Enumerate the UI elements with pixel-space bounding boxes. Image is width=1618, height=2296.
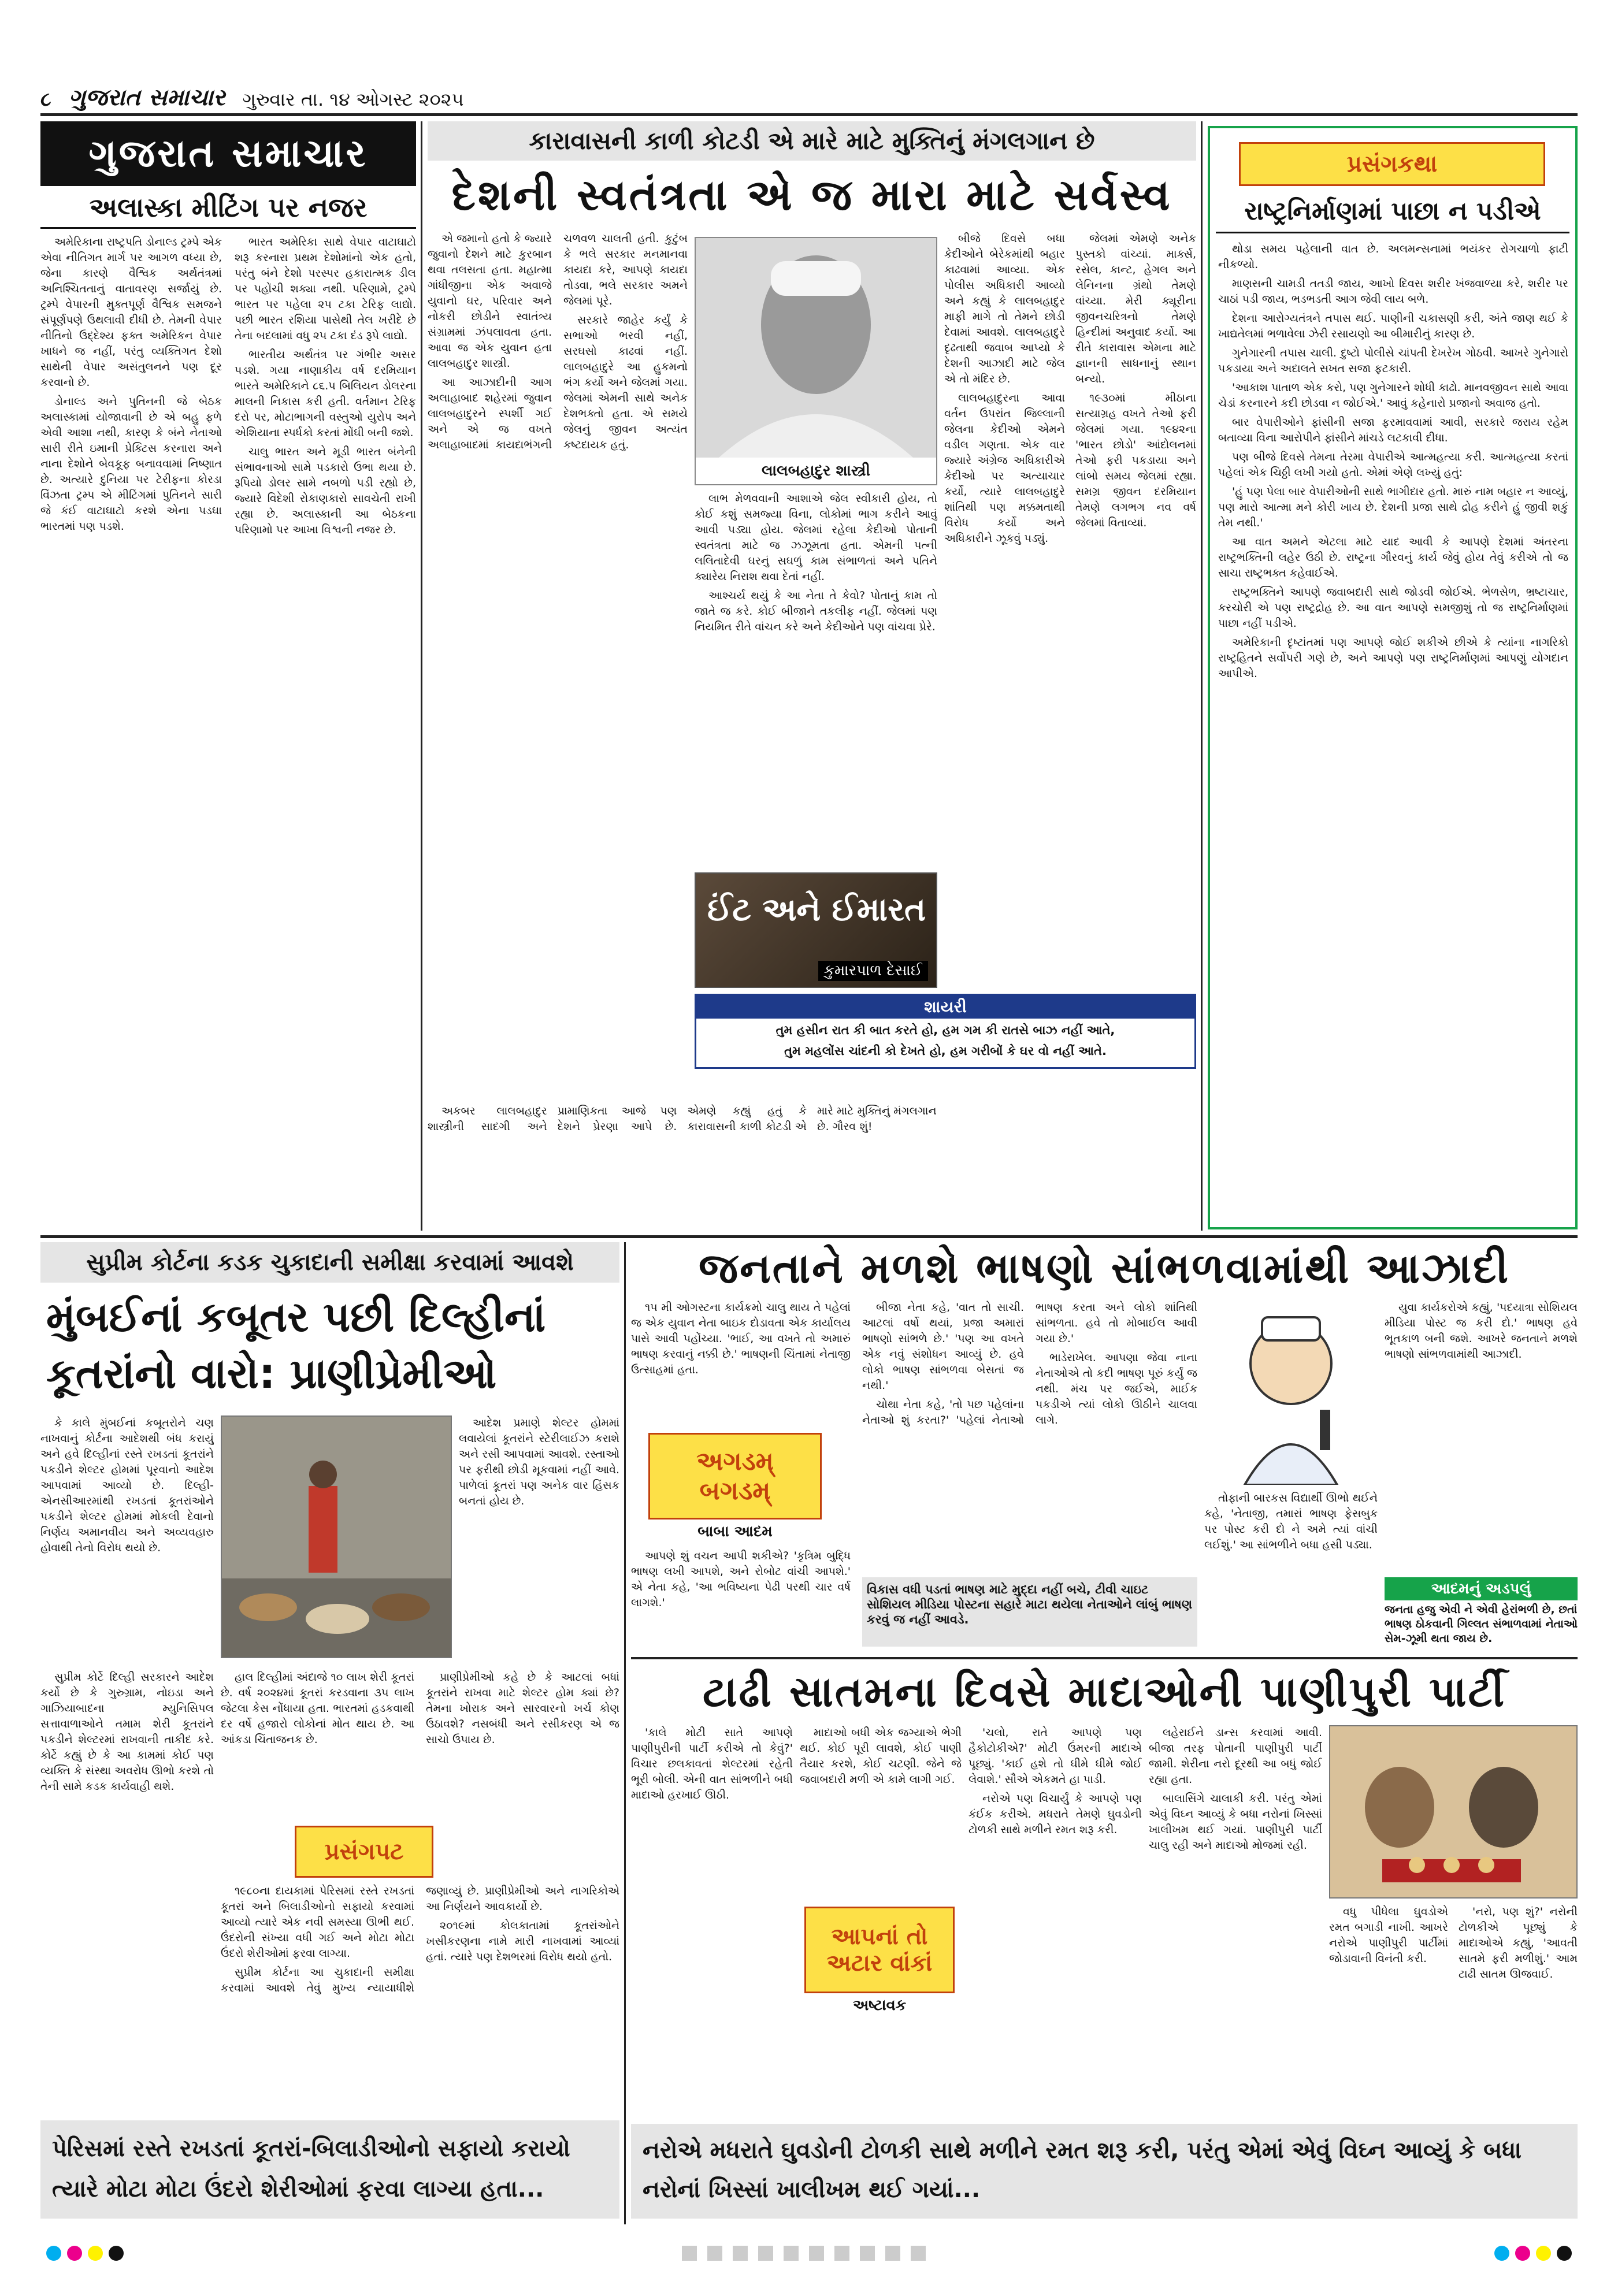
paanipuri-para-7: વધુ પીધેલા ઘુવડોએ રમત બગાડી નાખી. આખરે નરોએ પાણીપુરી પાર્ટીમાં જોડાવાની વિનંતી કરી. [1329, 1905, 1448, 1965]
prasangkatha-para-3: દેશના આરોગ્યતંત્રને તપાસ થઈ. પાણીની ચકાસણી કરી, અંતે જાણ થઈ કે ખાદ્યતેલમાં ભળાવેલા ઝેરી રસાયણો આ બીમારીનું કારણ છે. [1218, 312, 1568, 340]
prasangkatha-tag-text: પ્રસંગકથા [1346, 151, 1438, 177]
shayari-line-1: તુમ હસીન રાત કી બાત કરતે હો, હમ ગમ કી રાતસે બાઝ નહીં આતે, [775, 1023, 1115, 1037]
kaaravas-para-6: બીજે દિવસે બધા કેદીઓને બેરેકમાંથી બહાર કાઢવામાં આવ્યા. એક પોલીસ અધિકારી આવ્યો અને કહ્યું કે લાલબહાદુર માફી માગે તો તેમને છોડી દેવામાં આવશે. લાલબહાદુરે દૃઢતાથી જવાબ આપ્યો કે દેશની આઝાદી માટે જેલ એ તો મંદિર છે. [944, 232, 1065, 385]
kaaravas-para-4: લાભ મેળવવાની આશાએ જેલ સ્વીકારી હોય, તો કોઈ કશું સમજ્યા વિના, લોકોમાં ભાગ કરીને આવું આવી પડ્યા હોય. જેલમાં રહેલા કેદીઓ પોતાની સ્વતંત્રતા માટે જ ઝઝૂમતા હતા. એમની પત્ની લલિતાદેવી ઘરનું સઘળું કામ સંભાળતાં અને પતિને ક્યારેય નિરાશ થવા દેતાં નહીં. [695, 492, 937, 583]
dogs-illustration [222, 1417, 451, 1657]
adamnu-label [1385, 1577, 1578, 1600]
alaska-para-1: અમેરિકાના રાષ્ટ્રપતિ ડોનાલ્ડ ટ્રમ્પે એક એવા નીતિગત માર્ગ પર આગળ વધ્યા છે, જેના કારણે વૈશ્વિક અર્થતંત્રમાં અનિશ્ચિતતાનું વાતાવરણ સર્જાયું છે. ટ્રમ્પે વેપારની મુક્તપૂર્ણ વૈશ્વિક સમજને સંપૂર્ણપણે ઉથલાવી દીધી છે. તેમની વેપાર નીતિનો ઉદ્દેશ્ય ફક્ત અમેરિકન વેપાર ખાધને જ નહીં, પરંતુ વ્યક્તિગત દેશો સાથેની વેપાર અસંતુલનને પણ દૂર કરવાનો છે. [40, 236, 222, 389]
adamnu-text: જનતા હજુ એવી ને એવી હેરાંભળી છે, છતાં ભાષણ ઠોકવાની ગિલ્લત સંભાળવામાં નેતાઓ સેમ-ઝૂમી થતા જાય છે. [1385, 1603, 1578, 1645]
mid-rule [40, 1235, 1578, 1238]
alaska-body [40, 235, 416, 1228]
janta-body-1 [631, 1300, 851, 1427]
paanipuri-body-5 [1329, 1904, 1578, 2118]
prasangkatha-para-6: બાર વેપારીઓને ફાંસીની સજા ફરમાવવામાં આવી, સરકારે જરાય રહેમ બતાવ્યા વિના આરોપીને ફાંસીને માંચડે લટકાવી દીધા. [1218, 416, 1568, 444]
reg-dot-yellow-2 [1536, 2246, 1551, 2261]
kaaravas-body-mid [695, 491, 937, 867]
paanipuri-para-5: નરોએ પણ વિચાર્યું કે આપણે પણ કંઈક કરીએ. મધરાતે તેમણે ઘુવડોની ટોળકી સાથે મળીને રમત શરૂ કરી. [968, 1792, 1142, 1836]
alaska-para-5: ચાલુ ભારત અને મૂડી ભારત બંનેની સંભાવનાઓ સામે પડકારો ઉભા થયા છે. રૂપિયો ડોલર સામે નબળો પડી રહ્યો છે, જ્યારે વિદેશી રોકાણકારો સાવચેતી રાખી રહ્યા છે. અલાસ્કાની આ બેઠકના પરિણામો પર આખા વિશ્વની નજર છે. [235, 445, 416, 536]
rule-alaska [421, 121, 422, 1231]
prasangkatha-para-7: પણ બીજે દિવસે તેમના તેરમા વેપારીએ આત્મહત્યા કરી. આત્મહત્યા કરતાં પહેલાં એક ચિઠ્ઠી લખી ગયો હતો. એમાં એણે લખ્યું હતું: [1218, 451, 1568, 479]
kaaravas-para-5: આશ્ચર્ય થયું કે આ નેતા તે કેવો? પોતાનું કામ તો જાતે જ કરે. કોઈ બીજાને તકલીફ નહીં. જેલમાં પણ નિયમિત રીતે વાંચન કરે અને કેદીઓને પણ વાંચવા પ્રેરે. [695, 589, 937, 633]
paanipuri-para-2: માદાઓ બધી એક જગ્યાએ ભેગી થઈ. કોઈ પૂરી લાવશે, કોઈ પાણી તૈયાર કરશે, કોઈ ચટણી. જેને જે જવાબદારી મળી એ કામે લાગી ગઈ. [800, 1726, 962, 1786]
paanipuri-para-1: 'કાલે મોટી સાતે આપણે પાણીપુરીની પાર્ટી કરીએ તો કેવું?' વિચાર છલકાવતાં શેલ્ટરમાં રહેતી ભૂરી બોલી. એની વાત સાંભળીને બધી માદાઓ હરખાઈ ઊઠી. [631, 1726, 793, 1801]
mumbai-para-1: કે કાલે મુંબઈનાં કબૂતરોને ચણ નાખવાનું કોર્ટના આદેશથી બંધ કરાયું અને હવે દિલ્હીનાં રસ્તે રખડતાં કૂતરાંને પકડીને શેલ્ટર હોમમાં પૂરવાનો આદેશ આપવામાં આવ્યો છે. દિલ્હી-એનસીઆરમાંથી રખડતાં કૂતરાંઓને પકડીને શેલ્ટર હોમમાં મોકલી દેવાનો નિર્ણય અમાનવીય અને અવ્યવહારુ હોવાથી તેનો વિરોધ થયો છે. [40, 1417, 214, 1554]
paanipuri-bottom-banner-text: નરોએ મધરાતે ઘુવડોની ટોળકી સાથે મળીને રમત શરૂ કરી, પરંતુ એમાં એવું વિઘ્ન આવ્યું કે બધા નરોનાં ખિસ્સાં ખાલીખમ થઈ ગયાં... [643, 2137, 1522, 2203]
mumbai-para-6: ૧૯૮૦ના દાયકામાં પેરિસમાં રસ્તે રખડતાં કૂતરાં અને બિલાડીઓનો સફાયો કરવામાં આવ્યો ત્યારે એક નવી સમસ્યા ઊભી થઈ. ઉંદરોની સંખ્યા વધી ગઈ અને મોટા મોટા ઉંદરો શેરીઓમાં ફરવા લાગ્યા. [221, 1885, 414, 1960]
prasangkatha-tag [1239, 142, 1545, 186]
janta-section [631, 1242, 1578, 1652]
mumbai-kicker: સુપ્રીમ કોર્ટના કડક ચુકાદાની સમીક્ષા કરવામાં આવશે [86, 1249, 574, 1276]
registration-marks-right [1445, 2242, 1578, 2265]
paanipuri-photo [1329, 1725, 1578, 1899]
paanipuri-body-3 [968, 1725, 1142, 2118]
janta-tag-line-1: અગડમ્ [696, 1447, 774, 1476]
kaaravas-section [428, 121, 1196, 1231]
paanipuri-byline: અષ્ટાવક [852, 1997, 907, 2014]
prasangpat-tag [295, 1826, 433, 1878]
header-rule [40, 113, 1578, 116]
janta-para-8: યુવા કાર્યકરોએ કહ્યું, 'પદયાત્રા સોશિયલ મીડિયા પોસ્ટ જ કરી દો.' ભાષણ હવે ભૂતકાળ બની જશે. આખરે જનતાને મળશે ભાષણો સાંભળવામાંથી આઝાદી. [1385, 1301, 1578, 1361]
paanipuri-tag-line-1: આપનાં તો [831, 1923, 928, 1950]
mumbai-bottom-banner [40, 2120, 619, 2219]
shayari-title: શાયરી [696, 995, 1194, 1019]
paanipuri-tag [804, 1907, 955, 1993]
paanipuri-tag-line-2: અટાર વાંકાં [826, 1950, 933, 1977]
paanipuri-section [631, 1664, 1578, 2224]
reg-sq-10 [911, 2246, 926, 2261]
kaaravas-kicker-box [428, 121, 1196, 161]
paanipuri-para-6: બાલાસિંગે ચાલાકી કરી. પરંતુ એમાં એવું વિઘ્ન આવ્યું કે બધા નરોનાં ખિસ્સાં ખાલીખમ થઈ ગયાં. પાણીપુરી પાર્ટી ચાલુ રહી અને માદાઓ મોજમાં રહી. [1149, 1792, 1322, 1852]
rule-kaaravas [1201, 121, 1203, 1231]
prasangkatha-para-5: 'આકાશ પાતાળ એક કરો, પણ ગુનેગારને શોધી કાઢો. માનવજીવન સાથે આવા ચેડાં કરનારને કદી છોડવા ન જોઈએ.' આવું કહેનારો પ્રજાનો અવાજ હતો. [1218, 381, 1568, 410]
janta-para-6: આપણે શું વચન આપી શકીએ? 'કૃત્રિમ બુદ્ધિ ભાષણ લખી આપશે, અને રોબોટ વાંચી આપશે.' એ નેતા કહે, 'આ ભવિષ્યના પેઢી પરથી ચાર વર્ષ લાગશે.' [631, 1550, 851, 1609]
reg-sq-2 [707, 2246, 722, 2261]
mumbai-body-right [221, 1883, 619, 2115]
janta-byline: બાબા આદમ [697, 1523, 773, 1540]
mumbai-body-center [221, 1670, 619, 1820]
kaaravas-para-1: એ જમાનો હતો કે જ્યારે જુવાનો દેશને માટે કુરબાન થવા તલસતા હતા. મહાત્મા ગાંધીજીના એક અવાજે યુવાનો ઘર, પરિવાર અને નોકરી છોડીને સ્વાતંત્ર્ય સંગ્રામમાં ઝંપલાવતા હતા. આવા જ એક યુવાન હતા લાલબહાદુર શાસ્ત્રી. [428, 232, 552, 370]
janta-body-2 [862, 1300, 1197, 1571]
prasangkatha-para-1: થોડા સમય પહેલાની વાત છે. અલમન્સનામાં ભયંકર રોગચાળો ફાટી નીકળ્યો. [1218, 243, 1568, 271]
kaaravas-body-bottom [428, 1104, 1196, 1225]
janta-para-7: તોફાની બારકસ વિદ્યાર્થી ઊભો થઈને કહે, 'નેતાજી, તમારાં ભાષણ ફેસબુક પર પોસ્ટ કરી દો ને અમે ત્યાં વાંચી લઈશું.' આ સાંભળીને બધા હસી પડ્યા. [1204, 1492, 1378, 1551]
paanipuri-body-1 [631, 1725, 793, 2118]
kaaravas-kicker: કારાવાસની કાળી કોટડી એ મારે માટે મુક્તિનું મંગલગાન છે [529, 127, 1095, 155]
reg-sq-9 [885, 2246, 900, 2261]
reg-sq-1 [682, 2246, 697, 2261]
mumbai-para-3: સુપ્રીમ કોર્ટે દિલ્હી સરકારને આદેશ કર્યો છે કે ગુરુગ્રામ, નોઇડા અને ગાઝિયાબાદના મ્યુનિસિપલ સત્તાવાળાઓને તમામ શેરી કૂતરાંને પકડીને શેલ્ટરમાં રાખવાની તાકીદ કરે. કોર્ટે કહ્યું છે કે આ કામમાં કોઈ પણ વ્યક્તિ કે સંસ્થા અવરોધ ઊભો કરશે તો તેની સામે કડક કાર્યવાહી થશે. [40, 1671, 214, 1793]
paanipuri-body-4 [1149, 1725, 1322, 2118]
janta-para-4: ભાડેરાખેલ. આપણા જેવા નાના નેતાઓએ તો કદી ભાષણ પૂરું કર્યું જ નથી. મંચ પર જઈએ, માઈક પકડીએ ત્યાં લોકો ઊઠીને ચાલવા લાગે. [1036, 1351, 1197, 1426]
mumbai-body-mid [459, 1416, 619, 1658]
reg-dot-black-2 [1557, 2246, 1572, 2261]
prasangkatha-para-8: 'હું પણ પેલા બાર વેપારીઓની સાથે ભાગીદાર હતો. મારું નામ બહાર ન આવ્યું, પણ મારો આત્મા મને કોરી ખાય છે. દેશની પ્રજા સાથે દ્રોહ કરીને હું જીવી શકું તેમ નથી.' [1218, 485, 1568, 529]
janta-body-5 [1385, 1300, 1578, 1571]
janta-para-2: બીજા નેતા કહે, 'વાત તો સાચી. આટલાં વર્ષો થયાં, પ્રજા અમારાં ભાષણો સાંભળે છે.' 'પણ આ વખતે એક નવું સંશોધન આવ્યું છે. હવે લોકો ભાષણ સાંભળવા બેસતાં જ નથી.' [862, 1301, 1024, 1392]
kaaravas-para-2: આ આઝાદીની આગ અલાહાબાદ શહેરમાં જુવાન લાલબહાદુરને સ્પર્શી ગઈ અને એ જ વખતે અલાહાબાદમાં કાયદાભંગની ચળવળ ચાલતી હતી. કુટુંબ કે ભલે સરકાર મનમાનવા કાયદા કરે, આપણે કાયદા તોડવા, ભલે સરકાર અમને જેલમાં પૂરે. [428, 232, 688, 451]
alaska-para-2: ડોનાલ્ડ અને પુતિનની જે બેઠક અલાસ્કામાં યોજાવાની છે એ બહુ ફળે એવી આશા નથી, કારણ કે બંને નેતાઓ સારી રીતે ઇમાની પ્રેક્ટિસ કરનારા અને નાના દેશોને બેવકૂફ બનાવવામાં નિષ્ણાત છે. અત્યારે દુનિયા પર ટેરીફના કોરડા વિંઝતા ટ્રમ્પ એ મીટિંગમાં પુતિનને સારી જે કંઈ વાટાઘાટો કરશે એના પડઘા ભારતમાં પણ પડશે. [40, 395, 222, 533]
kaaravas-para-10: અકબર લાલબહાદુર શાસ્ત્રીની સાદગી અને પ્રામાણિકતા આજે પણ દેશને પ્રેરણા આપે છે. એમણે કહ્યું હતું કે કારાવાસની કાળી કોટડી એ મારે માટે મુક્તિનું મંગલગાન છે. ગૌરવ શું! [428, 1105, 937, 1133]
shayari-box [695, 994, 1196, 1069]
mumbai-para-8: ૨૦૧૯માં કોલકાતામાં કૂતરાંઓને ખસીકરણના નામે મારી નાખવામાં આવ્યાં હતાં. ત્યારે પણ દેશભરમાં વિરોધ થયો હતો. [426, 1919, 619, 1963]
prasangkatha-title: રાષ્ટ્રનિર્માણમાં પાછા ન પડીએ [1216, 196, 1569, 233]
alaska-para-3: ભારત અમેરિકા સાથે વેપાર વાટાઘાટો શરૂ કરનારા પ્રથમ દેશોમાંનો એક હતો, પરંતુ બંને દેશો પરસ્પર હકારાત્મક ડીલ પર પહોંચી શક્યા નથી. પરિણામે, ટ્રમ્પે ભારત પર પહેલા ૨૫ ટકા ટેરિફ લાદ્યો. પછી ભારત રશિયા પાસેથી તેલ ખરીદે છે તેના બદલામાં વધુ ૨૫ ટકા દંડ રૂપે લાદ્યો. [235, 236, 416, 342]
mumbai-para-7: સુપ્રીમ કોર્ટના આ ચુકાદાની સમીક્ષા કરવામાં આવશે તેવું મુખ્ય ન્યાયાધીશે જણાવ્યું છે. પ્રાણીપ્રેમીઓ અને નાગરિકોએ આ નિર્ણયને આવકાર્યો છે. [221, 1885, 619, 1994]
alaska-para-4: ભારતીય અર્થતંત્ર પર ગંભીર અસર પડશે. ગયા નાણાકીય વર્ષ દરમિયાન ભારતે અમેરિકાને ૮૬.૫ બિલિયન ડોલરના માલની નિકાસ કરી હતી. વર્તમાન ટેરિફ દરો પર, મોટાભાગની વસ્તુઓ યુરોપ અને એશિયાના સ્પર્ધકો કરતાં મોંઘી બની જશે. [235, 348, 416, 439]
janta-title: જનતાને મળશે ભાષણો સાંભળવામાંથી આઝાદી [698, 1244, 1511, 1292]
kaaravas-para-3: સરકારે જાહેર કર્યું કે સભાઓ ભરવી નહીં, સરઘસો કાઢવાં નહીં. લાલબહાદુરે આ હુકમનો ભંગ કર્યો અને જેલમાં ગયા. જેલમાં એમની સાથે અનેક દેશભક્તો હતા. એ સમયે જેલનું જીવન અત્યંત કષ્ટદાયક હતું. [563, 314, 688, 451]
mumbai-title: મુંબઈનાં કબૂતર પછી દિલ્હીનાં કૂતરાંનો વારો: પ્રાણીપ્રેમીઓ [46, 1292, 546, 1398]
janta-para-1: ૧૫ મી ઓગસ્ટના કાર્યક્રમો ચાલુ થાય તે પહેલાં જ એક યુવાન નેતા બાઇક દોડાવતા એક કાર્યાલય પાસે આવી પહોંચ્યા. 'ભાઈ, આ વખતે તો અમારું ભાષણ કરવાનું નક્કી છે.' ભાષણની ચિંતામાં નેતાજી ઉત્સાહમાં હતા. [631, 1301, 851, 1376]
mumbai-section [40, 1242, 619, 2224]
mumbai-body-lower-left [40, 1670, 214, 2115]
dogs-photo [221, 1416, 452, 1658]
janta-rule [631, 1657, 1578, 1659]
paanipuri-illustration [1330, 1726, 1576, 1897]
reg-dot-yellow [88, 2246, 103, 2261]
paanipuri-para-4: લહેરાઈને ડાન્સ કરવામાં આવી. બીજા તરફ પોતાની પાણીપુરી પાર્ટી જામી. શેરીના નરો દૂરથી આ બધું જોઈ રહ્યા હતા. [1149, 1726, 1322, 1786]
shayari-line-2: તુમ મહલોંસ ચાંદની કો દેખતે હો, હમ ગરીબોં કે ઘર વો નહીં આતે. [784, 1044, 1107, 1058]
prasangkatha-para-4: ગુનેગારની તપાસ ચાલી. દુષ્ટો પોલીસે ચાંપતી દેખરેખ ગોઠવી. આખરે ગુનેગારો પકડાયા અને અદાલતે સખત સજા ફટકારી. [1218, 347, 1568, 375]
adamnu-label-text: આદમનું અડપલું [1431, 1580, 1531, 1597]
janta-para-3: ચોથા નેતા કહે, 'તો પછ પહેલાંના નેતાઓ શું કરતા?' 'પહેલાં નેતાઓ ભાષણ કરતા અને લોકો શાંતિથી સાંભળતા. હવે તો મોબાઈલ આવી ગયા છે.' [862, 1301, 1197, 1426]
kaaravas-title: દેશની સ્વતંત્રતા એ જ મારા માટે સર્વસ્વ [451, 170, 1172, 220]
reg-sq-3 [733, 2246, 748, 2261]
book-image-author: કુમારપાળ દેસાઈ [818, 961, 928, 981]
paanipuri-title: ટાઢી સાતમના દિવસે માદાઓની પાણીપુરી પાર્ટી [702, 1667, 1506, 1716]
registration-marks-left [46, 2242, 393, 2265]
kaaravas-para-9: ૧૯૩૦માં મીઠાના સત્યાગ્રહ વખતે તેઓ ફરી જેલમાં ગયા. ૧૯૪૨ના 'ભારત છોડો' આંદોલનમાં તેઓ ફરી પકડાયા અને લાંબો સમય જેલમાં રહ્યા. સમગ્ર જીવન દરમિયાન તેમણે લગભગ નવ વર્ષ જેલમાં વિતાવ્યાં. [1075, 392, 1196, 529]
paanipuri-para-8: 'નરો, પણ શું?' નરોની ટોળકીએ પૂછ્યું કે માદાઓએ કહ્યું, 'આવતી સાતમે ફરી મળીશું.' આમ ટાઢી સાતમ ઊજવાઈ. [1459, 1905, 1578, 1981]
paper-name-small: ગુજરાત સમાચાર [68, 84, 225, 111]
reg-sq-5 [784, 2246, 799, 2261]
date-line: ગુરુવાર તા. ૧૪ ઓગસ્ટ ૨૦૨૫ [242, 88, 464, 110]
reg-sq-6 [809, 2246, 824, 2261]
reg-dot-cyan [46, 2246, 61, 2261]
reg-dot-cyan-2 [1494, 2246, 1509, 2261]
registration-marks-center [578, 2242, 1040, 2265]
paanipuri-para-3: 'ચલો, રાતે આપણે પણ હૈકોટોકીએ?' મોટી ઉંમરની માદાએ પૂછ્યું. 'કાઈ હશે તો ઘીમે ઘીમે જોઈ લેવાશે.' સૌએ એકમતે હા પાડી. [968, 1726, 1142, 1786]
masthead [40, 121, 416, 186]
paanipuri-bottom-banner [631, 2124, 1578, 2219]
alaska-section [40, 121, 416, 1231]
neta-cartoon [1204, 1300, 1378, 1485]
mumbai-para-5: પ્રાણીપ્રેમીઓ કહે છે કે આટલાં બધાં કૂતરાંને રાખવા માટે શેલ્ટર હોમ ક્યાં છે? તેમના ખોરાક અને સારવારનો ખર્ચ કોણ ઉઠાવશે? નસબંધી અને રસીકરણ એ જ સાચો ઉપાય છે. [426, 1671, 619, 1746]
prasangkatha-para-9: આ વાત અમને એટલા માટે યાદ આવી કે આપણે દેશમાં અંતરના રાષ્ટ્રભક્તિની લહેર ઉઠી છે. રાષ્ટ્રના ગૌરવનું કાર્ય જેવું હોય તેવું કરીએ તો જ સાચા રાષ્ટ્રભક્ત કહેવાઈએ. [1218, 536, 1568, 579]
janta-highlight-text: વિકાસ વધી પડતાં ભાષણ માટે મુદ્દા નહીં બચે, ટીવી ચાઇટ સોશિયલ મીડિયા પોસ્ટના સહારે માટા થયેલા નેતાઓને લાંબું ભાષણ કરવું જ નહીં આવડે. [867, 1582, 1193, 1626]
neta-cartoon-drawing [1204, 1300, 1378, 1485]
janta-tag [648, 1433, 822, 1519]
prasangkatha-section [1208, 126, 1578, 1229]
prasangpat-tag-text: પ્રસંગપટ [324, 1838, 404, 1865]
mumbai-kicker-box [40, 1242, 619, 1283]
prasangkatha-para-2: માણસની ચામડી તતડી જાય, આખો દિવસ શરીર ખંજવાળ્યા કરે, શરીર પર ચાઠાં પડી જાય, ભડભડતી આગ જેવી લાય બળે. [1218, 277, 1568, 306]
rule-mumbai [624, 1242, 626, 2224]
prasangkatha-para-11: અમેરિકાની દૃષ્ટાંતમાં પણ આપણે જોઈ શકીએ છીએ કે ત્યાંના નાગરિકો રાષ્ટ્રહિતને સર્વોપરી ગણે છે, અને આપણે પણ રાષ્ટ્રનિર્માણમાં આપણું યોગદાન આપીએ. [1218, 636, 1568, 680]
janta-body-3 [631, 1548, 851, 1647]
book-image [695, 872, 937, 988]
janta-body-4 [1204, 1491, 1378, 1647]
kaaravas-para-7: લાલબહાદુરના આવા વર્તન ઉપરાંત જિલ્લાની જેલના કેદીઓ એમને વડીલ ગણતા. એક વાર જ્યારે અંગ્રેજ અધિકારીએ કેદીઓ પર અત્યાચાર કર્યો, ત્યારે લાલબહાદુરે શાંતિથી પણ મક્કમતાથી વિરોધ કર્યો અને અધિકારીને ઝૂકવું પડ્યું. [944, 392, 1065, 545]
reg-sq-8 [860, 2246, 875, 2261]
mumbai-bottom-banner-text: પેરિસમાં રસ્તે રખડતાં કૂતરાં-બિલાડીઓનો સફાયો કરાયો ત્યારે મોટા મોટા ઉંદરો શેરીઓમાં ફરવા લાગ્યા હતા... [52, 2135, 570, 2202]
page-number: ૮ [40, 88, 51, 111]
mumbai-para-2: આદેશ પ્રમાણે શેલ્ટર હોમમાં લવાયેલાં કૂતરાંને સ્ટેરીલાઈઝ કરાશે અને રસી આપવામાં આવશે. રસ્તાઓ પર ફરીથી છોડી મૂકવામાં નહીં આવે. પાળેલાં કૂતરાં પણ અનેક વાર હિંસક બનતાં હોય છે. [459, 1417, 619, 1507]
janta-tag-line-2: બગડમ્ [699, 1476, 771, 1506]
shastri-photo-frame [695, 237, 937, 485]
kaaravas-body-right [944, 231, 1196, 1115]
reg-sq-7 [834, 2246, 849, 2261]
kaaravas-body-left [428, 231, 688, 1225]
reg-dot-magenta-2 [1515, 2246, 1530, 2261]
kaaravas-para-8: જેલમાં એમણે અનેક પુસ્તકો વાંચ્યાં. માર્ક્સ, રસેલ, કાન્ટ, હેગલ અને લેનિનના ગ્રંથો તેમણે વાંચ્યા. મેરી ક્યૂરીના જીવનચરિત્રનો તેમણે હિન્દીમાં અનુવાદ કર્યો. આ રીતે કારાવાસ એમના માટે જ્ઞાનની સાધનાનું સ્થાન બન્યો. [1075, 232, 1196, 385]
shastri-portrait [696, 238, 936, 458]
reg-dot-black [109, 2246, 124, 2261]
reg-sq-4 [758, 2246, 773, 2261]
alaska-title: અલાસ્કા મીટિંગ પર નજર [40, 192, 416, 229]
janta-highlight-box [862, 1577, 1197, 1647]
shastri-photo-caption: લાલબહાદુર શાસ્ત્રી [696, 458, 936, 484]
prasangkatha-body [1218, 242, 1568, 1224]
prasangkatha-para-10: રાષ્ટ્રભક્તિને આપણે જવાબદારી સાથે જોડવી જોઈએ. ભેળસેળ, ભ્રષ્ટાચાર, કરચોરી એ પણ રાષ્ટ્રદ્રોહ છે. આ વાત આપણે સમજીશું તો જ રાષ્ટ્રનિર્માણમાં પાછા નહીં પડીએ. [1218, 586, 1568, 630]
book-image-title: ઈંટ અને ઈમારત [707, 891, 926, 928]
mumbai-para-4: હાલ દિલ્હીમાં અંદાજે ૧૦ લાખ શેરી કૂતરાં છે. વર્ષ ૨૦૨૪માં કૂતરાં કરડવાના ૩૫ લાખ જેટલા કેસ નોંધાયા હતા. ભારતમાં હડકવાથી દર વર્ષે હજારો લોકોનાં મોત થાય છે. આ આંકડા ચિંતાજનક છે. [221, 1671, 414, 1746]
masthead-text: ગુજરાત સમાચાર [88, 131, 368, 176]
page-header [40, 82, 1578, 111]
reg-dot-magenta [67, 2246, 82, 2261]
